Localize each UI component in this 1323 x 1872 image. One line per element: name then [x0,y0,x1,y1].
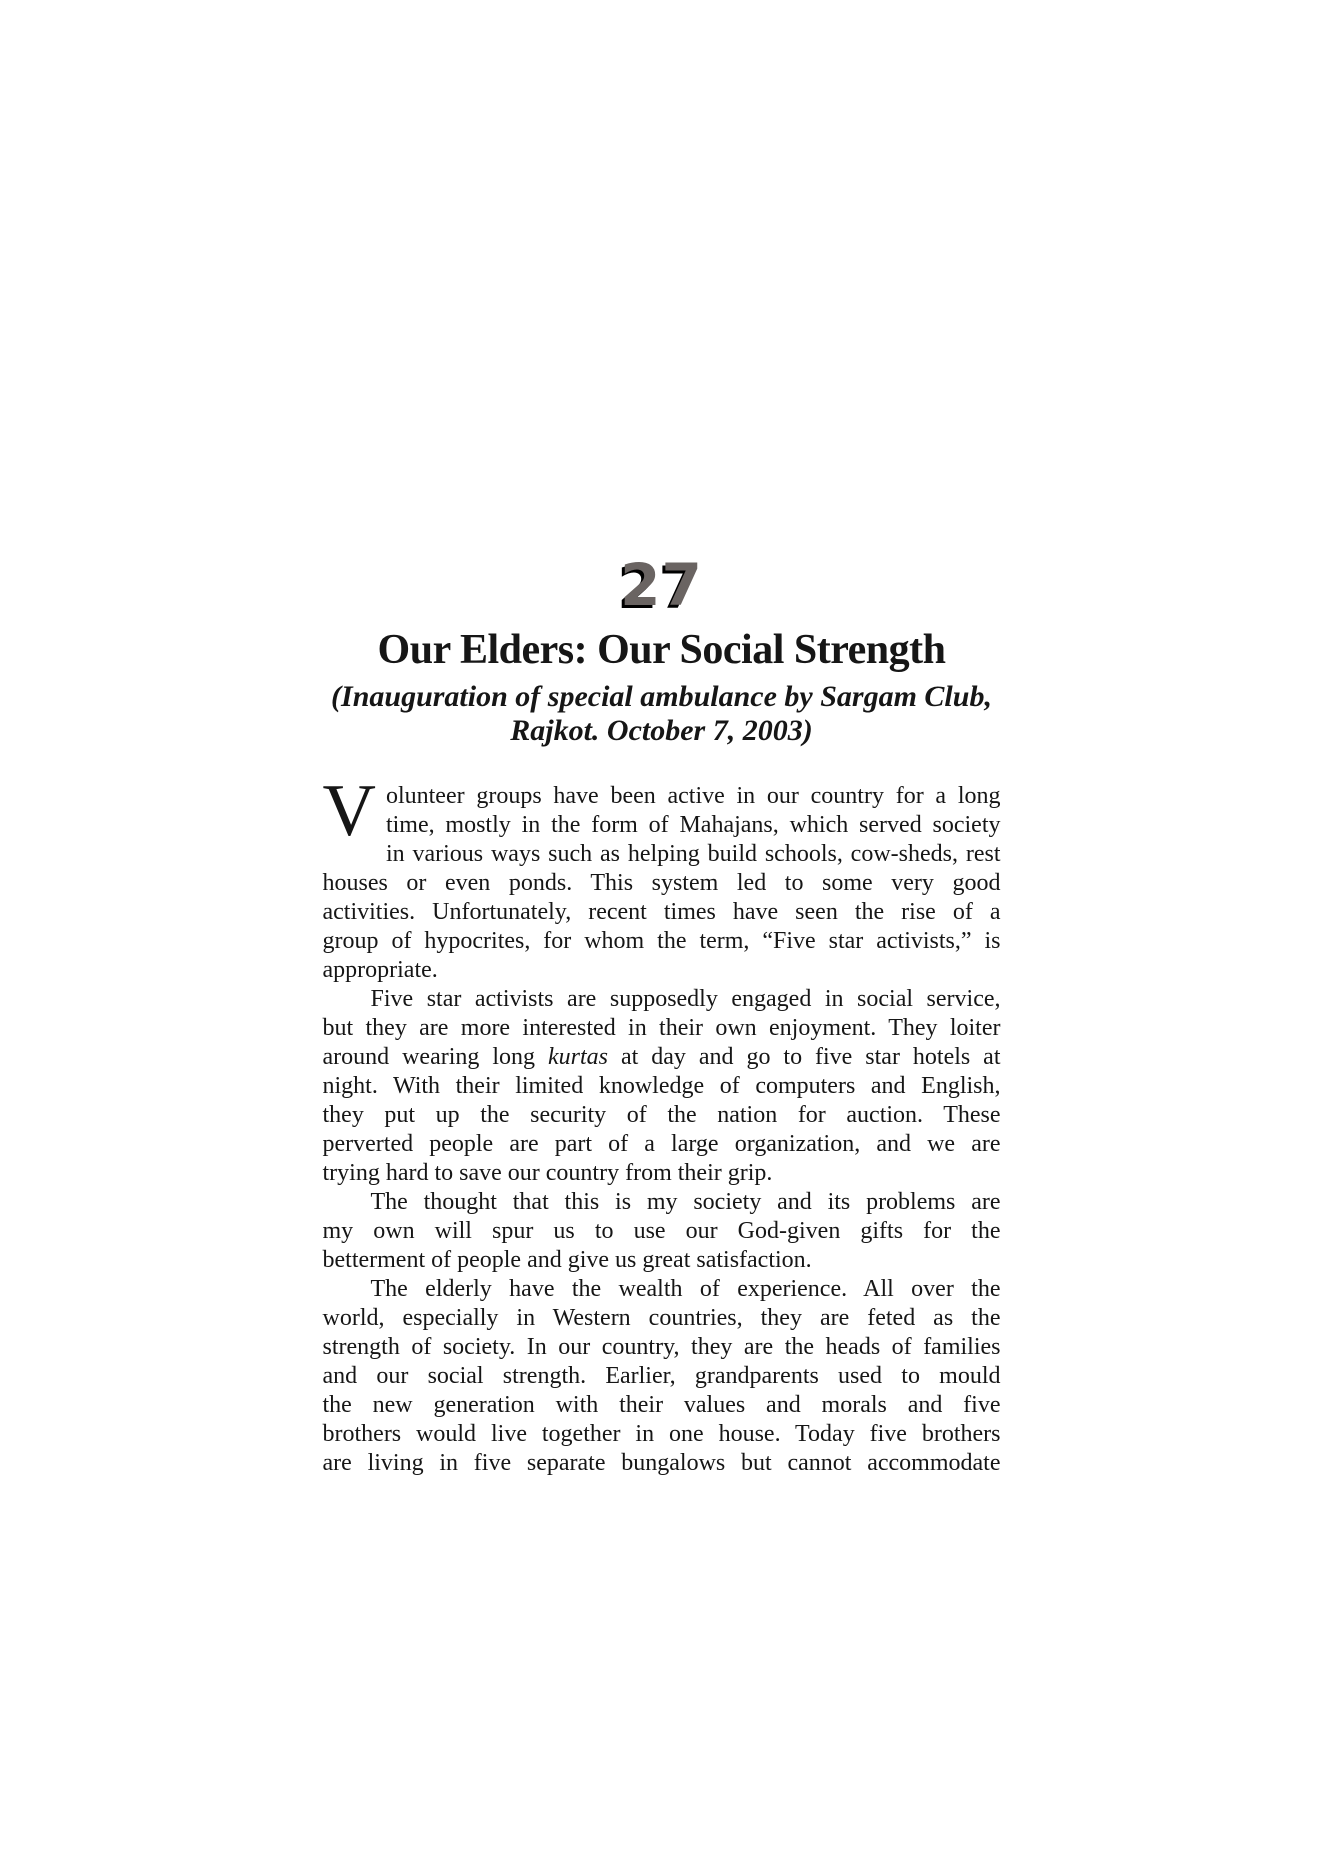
body-line [323,869,1001,898]
text-segment: houses or even ponds. This system led to some very good [322,870,1001,897]
text-segment: trying hard to save our country from their grip. [322,1160,773,1187]
body-line [323,1217,1001,1246]
paragraph [323,1188,1001,1275]
body-line [323,840,1001,869]
page-content [323,0,1001,1478]
text-segment: but they are more interested in their own enjoyment. They loiter [322,1015,1001,1042]
body-line [323,1130,1001,1159]
chapter-title: Our Elders: Our Social Strength [377,627,946,673]
paragraph [323,985,1001,1188]
text-segment: brothers would live together in one house. Today five brothers [322,1421,1001,1448]
body-line [323,782,1001,811]
text-segment: at day and go to five star hotels at [607,1044,1001,1071]
text-segment: they put up the security of the nation for auction. These [322,1102,1001,1129]
text-segment: activities. Unfortunately, recent times have seen the rise of a [322,899,1001,926]
body-line [323,1043,1001,1072]
italic-text: kurtas [547,1044,608,1071]
text-segment: my own will spur us to use our God-given gifts for the [322,1218,1001,1245]
chapter-subtitle [323,680,1001,748]
text-segment: The thought that this is my society and its problems are [370,1189,1001,1216]
text-segment: Five star activists are supposedly engaged in social service, [370,986,1001,1013]
text-segment: betterment of people and give us great satisfaction. [322,1247,812,1274]
text-segment: night. With their limited knowledge of computers and English, [322,1073,1001,1100]
paragraph [323,1275,1001,1478]
body-line [323,1246,1001,1275]
text-segment: The elderly have the wealth of experience. All over the [370,1276,1001,1303]
text-segment: in various ways such as helping build schools, cow-sheds, rest [385,841,1001,868]
body-line [323,1072,1001,1101]
text-segment: and our social strength. Earlier, grandparents used to mould [322,1363,1001,1390]
drop-cap: V [322,770,376,853]
body-line [323,985,1001,1014]
text-segment: around wearing long [322,1044,548,1071]
text-segment: appropriate. [322,957,438,984]
body-line [323,898,1001,927]
chapter-number: 27 [620,551,703,619]
text-segment: strength of society. In our country, they are the heads of families [322,1334,1001,1361]
body-line [323,956,1001,985]
text-segment: the new generation with their values and morals and five [322,1392,1001,1419]
body-line [323,1362,1001,1391]
text-segment: world, especially in Western countries, they are feted as the [322,1305,1001,1332]
chapter-subtitle-line-1: (Inauguration of special ambulance by Sargam Club, [331,680,992,714]
text-segment: are living in five separate bungalows but cannot accommodate [322,1450,1001,1477]
body-line [323,1275,1001,1304]
body-line [323,1304,1001,1333]
body-line [323,1014,1001,1043]
body-line [323,1420,1001,1449]
text-segment: time, mostly in the form of Mahajans, which served society [385,812,1001,839]
body-line [323,1101,1001,1130]
text-segment: olunteer groups have been active in our country for a long [385,783,1001,810]
body-line [323,927,1001,956]
paragraph [322,770,1001,985]
body-line [323,1159,1001,1188]
chapter-subtitle-line-2: Rajkot. October 7, 2003) [510,714,813,748]
body-line [323,1333,1001,1362]
body-line [323,1188,1001,1217]
body-line [323,1391,1001,1420]
body-line [323,811,1001,840]
text-segment: group of hypocrites, for whom the term, “Five star activists,” is [322,928,1001,955]
body-line [323,1449,1001,1478]
body-text [322,770,1001,1478]
text-segment: perverted people are part of a large organization, and we are [322,1131,1001,1158]
